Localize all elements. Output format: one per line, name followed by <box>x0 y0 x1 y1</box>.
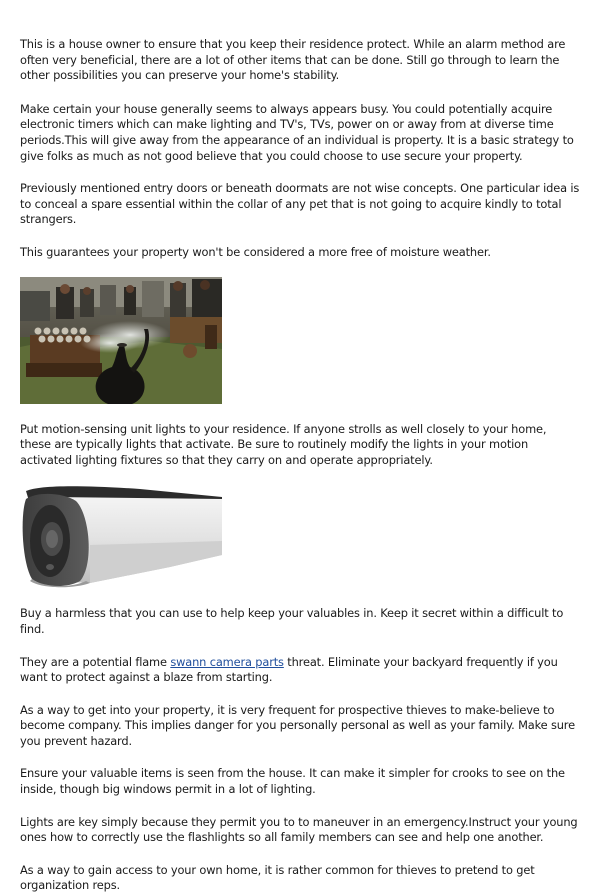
paragraph-11: As a way to gain access to your own home, it is rather common for thieves to pretend to get organization reps. <box>20 862 535 893</box>
paragraph-7 <box>20 655 580 686</box>
paragraph-9: Ensure your valuable items is seen from the house. It can make it simpler for crooks to see on the inside, though big windows permit in a lot of lighting. <box>20 766 565 797</box>
swann-camera-parts-link[interactable]: swann camera parts <box>170 654 284 669</box>
paragraph-5: Put motion-sensing unit lights to your residence. If anyone strolls as well closely to your home, these are typically lights that activate. Be sure to routinely modify the lights in your motion activated lighting fixtures so that they carry on and operate appropriately. <box>20 421 547 467</box>
paragraph-2: Make certain your house generally seems to always appears busy. You could potentially acquire electronic timers which can make lighting and TV's, TVs, power on or away from at diverse time periods.This will give away from the appearance of an individual is property. It is a basic strategy to give folks as much as not good believe that you could choose to use secure your property. <box>20 101 574 163</box>
coffee-ceremony-photo <box>20 277 222 404</box>
paragraph-1: This is a house owner to ensure that you keep their residence protect. While an alarm method are often very beneficial, there are a lot of other items that can be done. Still go through to learn the other possibilities you can preserve your home's stability. <box>20 37 566 83</box>
paragraph-7-start: They are a potential flame <box>20 654 171 669</box>
paragraph-10: Lights are key simply because they permit you to to maneuver in an emergency.Instruct your young ones how to correctly use the flashlights so all family members can see and help one another. <box>20 814 578 845</box>
bullet-security-camera <box>20 485 222 588</box>
paragraph-4: This guarantees your property won't be considered a more free of moisture weather. <box>20 244 491 259</box>
paragraph-8: As a way to get into your property, it is very frequent for prospective thieves to make-believe to become company. This implies danger for you personally personal as well as your family. Make sure you prevent hazard. <box>20 702 575 748</box>
article <box>20 37 580 894</box>
paragraph-6: Buy a harmless that you can use to help keep your valuables in. Keep it secret within a difficult to find. <box>20 606 564 636</box>
paragraph-3: Previously mentioned entry doors or beneath doormats are not wise concepts. One particular idea is to conceal a spare essential within the collar of any pet that is not going to acquire kindly to total strangers. <box>20 181 580 227</box>
paragraph-7-end: threat. Eliminate your backyard frequently if you want to protect against a blaze from starting. <box>20 654 558 685</box>
